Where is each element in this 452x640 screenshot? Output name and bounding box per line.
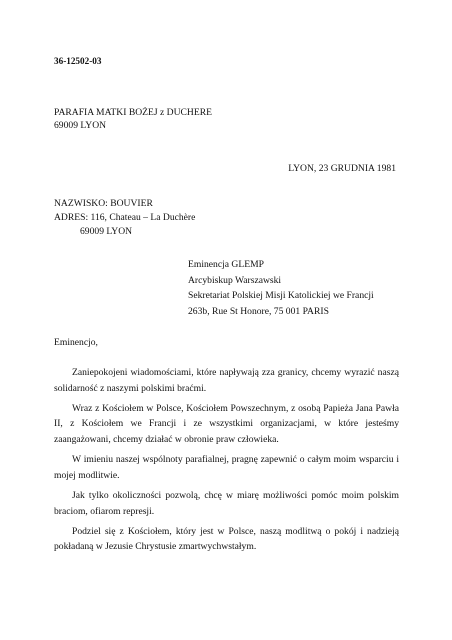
recipient-line: Sekretariat Polskiej Misji Katolickiej we Francji: [188, 290, 374, 302]
body-paragraph: W imieniu naszej wspólnoty parafialnej, pragnę zapewnić o całym moim wsparciu i mojej modlitwie.: [54, 454, 399, 481]
salutation: Eminencjo,: [54, 337, 98, 348]
parish-city: 69009 LYON: [54, 120, 107, 131]
body-paragraph: Wraz z Kościołem w Polsce, Kościołem Powszechnym, z osobą Papieża Jana Pawła II, z Kościołem we Francji i ze wszystkimi organizacjami, w które jesteśmy zaangażowani, chcemy działać w obronie praw człowieka.: [54, 402, 399, 445]
parish-name: PARAFIA MATKI BOŻEJ z DUCHERE: [54, 107, 212, 118]
body-paragraph: Podziel się z Kościołem, który jest w Polsce, naszą modlitwą o pokój i nadzieją pokładaną w Jezusie Chrystusie zmartwychwstałym.: [54, 525, 399, 553]
document-reference-number: 36-12502-03: [54, 56, 102, 66]
recipient-line: Eminencja GLEMP: [188, 259, 264, 270]
sender-address-line2: 69009 LYON: [80, 226, 133, 237]
sender-address-line1: ADRES: 116, Chateau – La Duchère: [54, 212, 196, 223]
recipient-block: [188, 259, 374, 322]
body-paragraph: Jak tylko okoliczności pozwolą, chcę w miarę możliwości pomóc moim polskim braciom, ofiarom represji.: [54, 489, 399, 517]
recipient-line: Arcybiskup Warszawski: [188, 274, 282, 286]
recipient-line: 263b, Rue St Honore, 75 001 PARIS: [188, 306, 329, 318]
letter-body: [54, 365, 399, 560]
sender-name: NAZWISKO: BOUVIER: [54, 198, 153, 209]
body-paragraph: Zaniepokojeni wiadomościami, które napływają zza granicy, chcemy wyrazić naszą solidarność z naszymi polskimi braćmi.: [54, 367, 399, 394]
letter-date: LYON, 23 GRUDNIA 1981: [288, 163, 396, 174]
